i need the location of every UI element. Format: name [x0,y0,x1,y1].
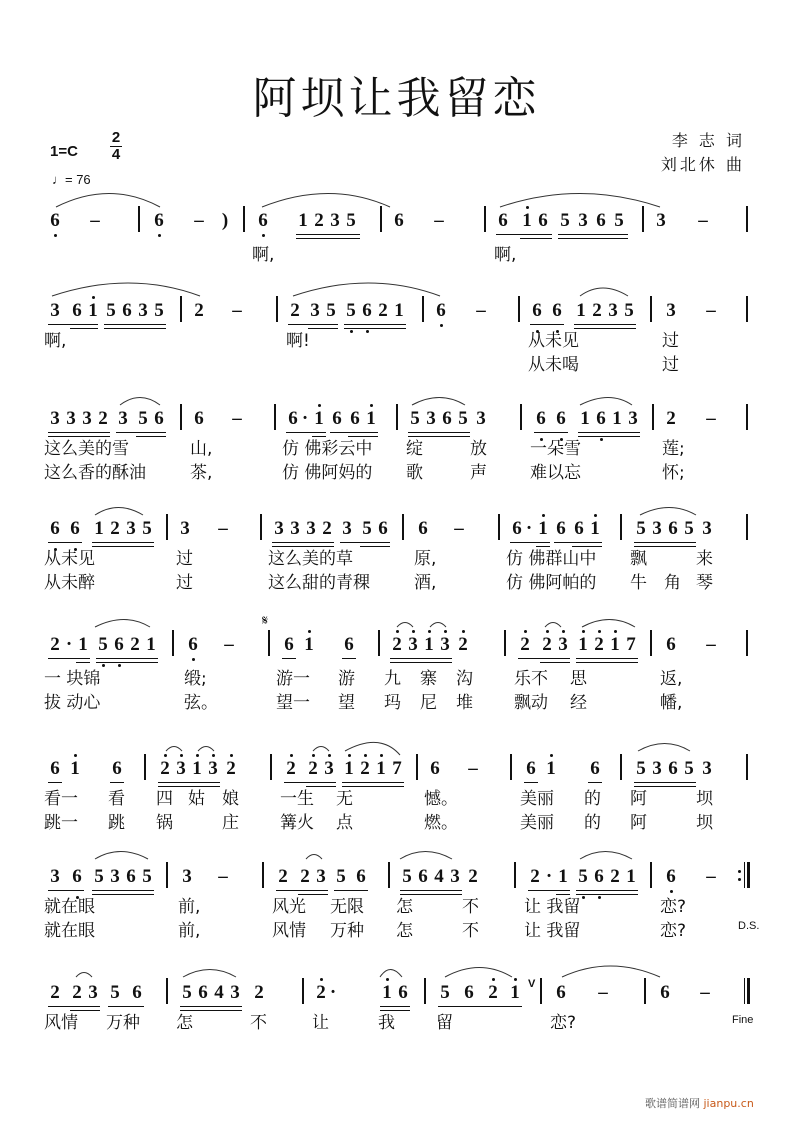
lyric: 看一 [44,789,78,809]
lyric: 这么香的酥油 [44,463,146,483]
lyric: 憾。 [424,789,458,809]
lyric: 就在眼 [44,897,95,917]
lyric: 游 [338,669,355,689]
lyric: 一 块锦 [44,669,101,689]
lyric: 万种 [330,921,364,941]
lyric: 燃。 [424,813,458,833]
lyric: 无限 [330,897,364,917]
lyric: 寨 [420,669,437,689]
lyric: 不 [250,1013,267,1033]
lyric: 从未醉 [44,573,95,593]
lyric: 坝 [696,789,713,809]
watermark-url: jianpu.cn [703,1097,754,1110]
lyric: 拔 动心 [44,693,101,713]
lyric: 九 [384,669,401,689]
lyric: 歌 [406,463,423,483]
lyric: 乐不 [514,669,548,689]
lyric: 让 我留 [524,921,581,941]
lyric: 这么美的雪 [44,439,129,459]
lyric: 的 [584,789,601,809]
lyric: 牛 [630,573,647,593]
composer-credit: 刘北休 曲 [660,155,745,174]
lyric: 篝火 [280,813,314,833]
lyric: 无 [336,789,353,809]
lyricist-credit: 李 志 词 [671,131,745,150]
lyric: 恋? [660,897,687,917]
lyric: 跳 [108,813,125,833]
watermark [645,1095,754,1111]
lyric: 仿 佛阿帕的 [506,573,597,593]
lyric: 阿 [630,813,647,833]
lyric: 不 [462,921,479,941]
lyric: 缎; [184,669,207,689]
lyric-line-5a [0,664,793,689]
lyric: 四 [156,789,173,809]
lyric-line-7a [0,892,793,917]
lyric-line-7b [0,916,793,941]
lyric: 难以忘 [530,463,581,483]
lyric: 从未见 [528,331,579,351]
lyric: 望一 [276,693,310,713]
lyric: 就在眼 [44,921,95,941]
lyric-line-4b [0,568,793,593]
lyric-line-3b [0,458,793,483]
lyric: 仿 佛阿妈的 [282,463,373,483]
lyric: 角 [664,573,681,593]
lyric: 恋? [550,1013,577,1033]
lyric: 万种 [106,1013,140,1033]
lyric: 琴 [696,573,713,593]
key-signature: 1=C [50,143,78,160]
lyric: 美丽 [520,813,554,833]
lyric: 啊! [286,331,310,351]
lyric: 留 [436,1013,453,1033]
lyric: 经 [570,693,587,713]
lyric: 幡, [660,693,683,713]
lyric: 山, [190,439,213,459]
lyric: 酒, [414,573,437,593]
tempo-mark: ♩= 76 [52,172,91,187]
lyric-line-8 [0,1008,793,1033]
lyric: 风情 [272,921,306,941]
lyric: 茶, [190,463,213,483]
lyric: 绽 [406,439,423,459]
time-sig-bottom: 4 [111,146,121,163]
breath-mark: V [528,978,536,990]
notation-row-1: 6 – 6 – ) 6 1 2 3 5 6 – 6 1 6 5 3 6 5 3 – [0,210,793,236]
fine-mark: Fine [732,1014,754,1026]
lyric-line-4a [0,544,793,569]
lyric: 望 [338,693,355,713]
lyric: 过 [662,355,679,375]
lyric: 沟 [456,669,473,689]
lyric: 从未见 [44,549,95,569]
lyric: 一朵雪 [530,439,581,459]
lyric: 飘动 [514,693,548,713]
lyric: 啊, [44,331,67,351]
notation-row-5: 2 · 1 5 6 2 1 6 – 6 1 6 2 3 1 3 2 2 2 3 1 2 1 7 6 – [0,634,793,660]
lyric: 怀; [662,463,685,483]
lyric: 玛 [384,693,401,713]
segno-mark: 𝄋 [262,612,269,628]
lyric: 坝 [696,813,713,833]
notation-row-2: 3 6 1 5 6 3 5 2 – 2 3 5 5 6 2 1 6 – 6 6 1 2 3 5 3 – [0,300,793,326]
lyric: 恋? [660,921,687,941]
lyric: 原, [414,549,437,569]
notation-row-8: 2 2 3 5 6 5 6 4 3 2 2 · 1 6 5 6 2 1 V 6 – 6 – [0,982,793,1008]
lyric: 怎 [176,1013,193,1033]
lyric: 尼 [420,693,437,713]
lyric: 从未喝 [528,355,579,375]
lyric: 锅 [156,813,173,833]
lyric-line-6b [0,808,793,833]
lyric: 前, [178,897,201,917]
notation-row-6: 6 1 6 2 3 1 3 2 2 2 3 1 2 1 7 6 – 6 1 6 5 3 6 5 3 [0,758,793,784]
watermark-cn: 歌谱简谱网 [645,1097,700,1110]
lyric: 点 [336,813,353,833]
notation-row-7: 3 6 5 3 6 5 3 – 2 2 3 5 6 5 6 4 3 2 2 · 1 5 6 2 1 6 – [0,866,793,892]
lyric: 这么美的草 [268,549,353,569]
lyric: 过 [662,331,679,351]
lyric-line-1 [0,240,793,265]
lyric-line-5b [0,688,793,713]
lyric: 风光 [272,897,306,917]
lyric: 让 [312,1013,329,1033]
lyric: 啊, [252,245,275,265]
lyric: 娘 [222,789,239,809]
lyric: 过 [176,573,193,593]
page-title: 阿坝让我留恋 [252,73,541,124]
lyric: 阿 [630,789,647,809]
lyric: 思 [570,669,587,689]
notation-row-4: 6 6 1 2 3 5 3 – 3 3 3 2 3 5 6 6 – 6 · 1 6 6 1 5 3 6 5 3 [0,518,793,544]
lyric: 返, [660,669,683,689]
lyric: 弦。 [184,693,218,713]
lyric: 庄 [222,813,239,833]
lyric: 这么甜的青稞 [268,573,370,593]
lyric-line-2a [0,326,793,351]
lyric: 放 [470,439,487,459]
lyric: 让 我留 [524,897,581,917]
time-signature [110,130,122,163]
lyric-line-6a [0,784,793,809]
ds-mark: D.S. [738,920,760,932]
time-sig-top: 2 [111,129,121,146]
lyric: 怎 [396,897,413,917]
lyric: 仿 佛群山中 [506,549,597,569]
lyric: 跳一 [44,813,78,833]
lyric: 飘 [630,549,647,569]
notation-row-3: 3 3 3 2 3 5 6 6 – 6 · 1 6 6 1 5 3 6 5 3 6 6 1 6 1 3 2 – [0,408,793,434]
lyric: 我 [378,1013,395,1033]
lyric: 怎 [396,921,413,941]
lyric: 美丽 [520,789,554,809]
lyric: 来 [696,549,713,569]
lyric: 声 [470,463,487,483]
lyric-line-3a [0,434,793,459]
lyric: 看 [108,789,125,809]
lyric-line-2b [0,350,793,375]
lyric: 游一 [276,669,310,689]
lyric: 过 [176,549,193,569]
lyric: 不 [462,897,479,917]
lyric: 姑 [188,789,205,809]
lyric: 的 [584,813,601,833]
lyric: 堆 [456,693,473,713]
lyric: 啊, [494,245,517,265]
lyric: 一生 [280,789,314,809]
lyric: 前, [178,921,201,941]
lyric: 仿 佛彩云中 [282,439,373,459]
lyric: 莲; [662,439,685,459]
lyric: 风情 [44,1013,78,1033]
